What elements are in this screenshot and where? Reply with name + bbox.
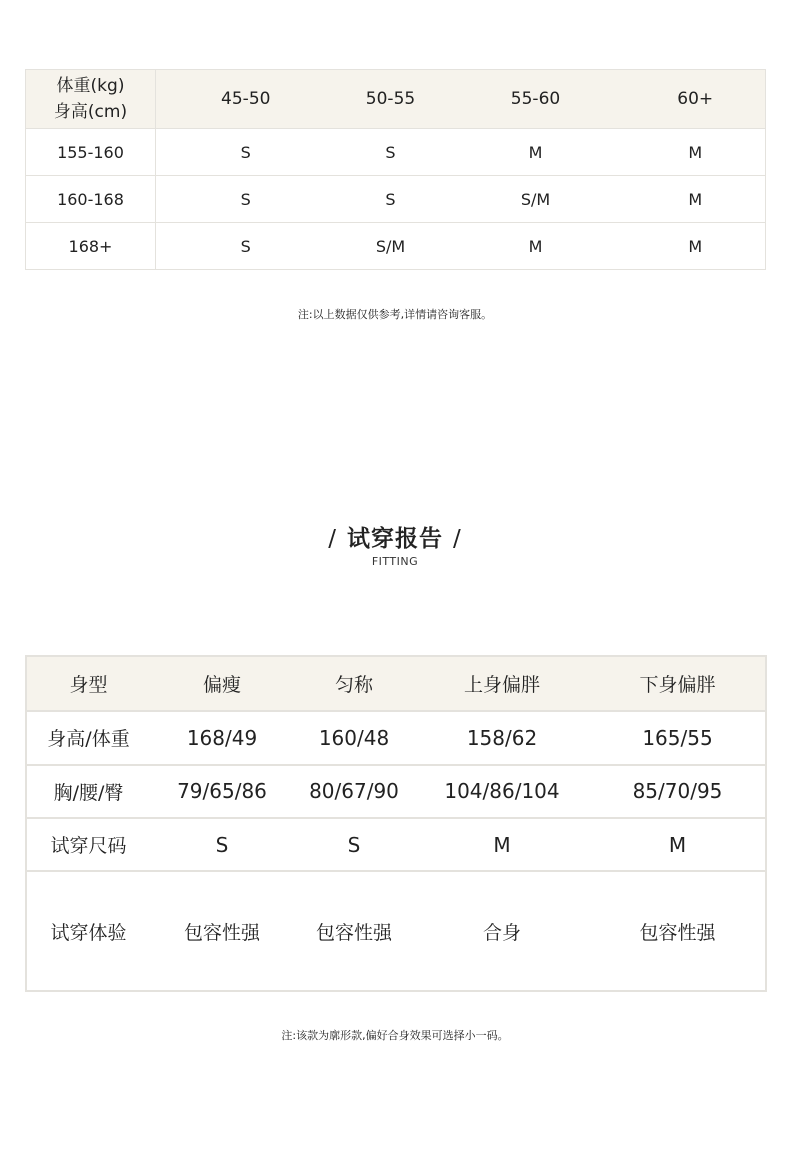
size-cell: S [156, 176, 336, 223]
size-cell: M [626, 129, 766, 176]
fitting-cell: 包容性强 [150, 871, 294, 991]
fitting-cell: 160/48 [294, 711, 414, 764]
fitting-cell: S [150, 818, 294, 871]
size-table-note: 注:以上数据仅供参考,详情请咨询客服。 [297, 308, 493, 321]
table-row [26, 176, 766, 223]
height-row-header: 168+ [26, 223, 156, 270]
fitting-cell: 168/49 [150, 711, 294, 764]
section-title [0, 520, 790, 553]
section-subtitle: FITTING [371, 555, 419, 568]
fitting-cell: 合身 [414, 871, 590, 991]
fitting-table [25, 655, 767, 992]
size-table-header-row [26, 70, 766, 129]
fitting-header-row [26, 656, 766, 711]
table-row [26, 711, 766, 764]
size-cell: S [156, 129, 336, 176]
size-cell: S/M [446, 176, 626, 223]
fitting-header-cell: 偏瘦 [150, 656, 294, 711]
fitting-cell: M [414, 818, 590, 871]
size-cell: M [626, 223, 766, 270]
size-cell: M [626, 176, 766, 223]
fitting-cell: 包容性强 [590, 871, 766, 991]
fitting-cell: S [294, 818, 414, 871]
size-cell: S [336, 176, 446, 223]
fitting-row-label: 胸/腰/臀 [26, 765, 150, 818]
height-axis-label: 身高(cm) [53, 102, 128, 123]
table-row [26, 871, 766, 991]
fitting-title: 试穿报告 [347, 526, 443, 552]
table-row [26, 129, 766, 176]
fitting-cell: 165/55 [590, 711, 766, 764]
table-row [26, 765, 766, 818]
fitting-cell: 85/70/95 [590, 765, 766, 818]
weight-column-header: 50-55 [336, 70, 446, 129]
size-cell: S [336, 129, 446, 176]
fitting-cell: 80/67/90 [294, 765, 414, 818]
size-cell: S [156, 223, 336, 270]
fitting-note: 注:该款为廓形款,偏好合身效果可选择小一码。 [281, 1029, 509, 1042]
table-row [26, 818, 766, 871]
weight-column-header: 60+ [626, 70, 766, 129]
fitting-cell: 104/86/104 [414, 765, 590, 818]
fitting-cell: 79/65/86 [150, 765, 294, 818]
size-table-corner [26, 70, 156, 129]
weight-axis-label: 体重(kg) [56, 76, 125, 97]
size-cell: M [446, 129, 626, 176]
size-cell: M [446, 223, 626, 270]
title-slash-left: / [328, 526, 337, 552]
weight-column-header: 55-60 [446, 70, 626, 129]
title-slash-right: / [453, 526, 462, 552]
fitting-cell: 158/62 [414, 711, 590, 764]
fitting-row-label: 试穿尺码 [26, 818, 150, 871]
fitting-header-cell: 身型 [26, 656, 150, 711]
fitting-header-cell: 下身偏胖 [590, 656, 766, 711]
height-row-header: 160-168 [26, 176, 156, 223]
size-table [25, 69, 766, 270]
fitting-cell: M [590, 818, 766, 871]
fitting-cell: 包容性强 [294, 871, 414, 991]
height-row-header: 155-160 [26, 129, 156, 176]
fitting-row-label: 试穿体验 [26, 871, 150, 991]
fitting-row-label: 身高/体重 [26, 711, 150, 764]
fitting-header-cell: 上身偏胖 [414, 656, 590, 711]
table-row [26, 223, 766, 270]
weight-column-header: 45-50 [156, 70, 336, 129]
fitting-header-cell: 匀称 [294, 656, 414, 711]
size-cell: S/M [336, 223, 446, 270]
